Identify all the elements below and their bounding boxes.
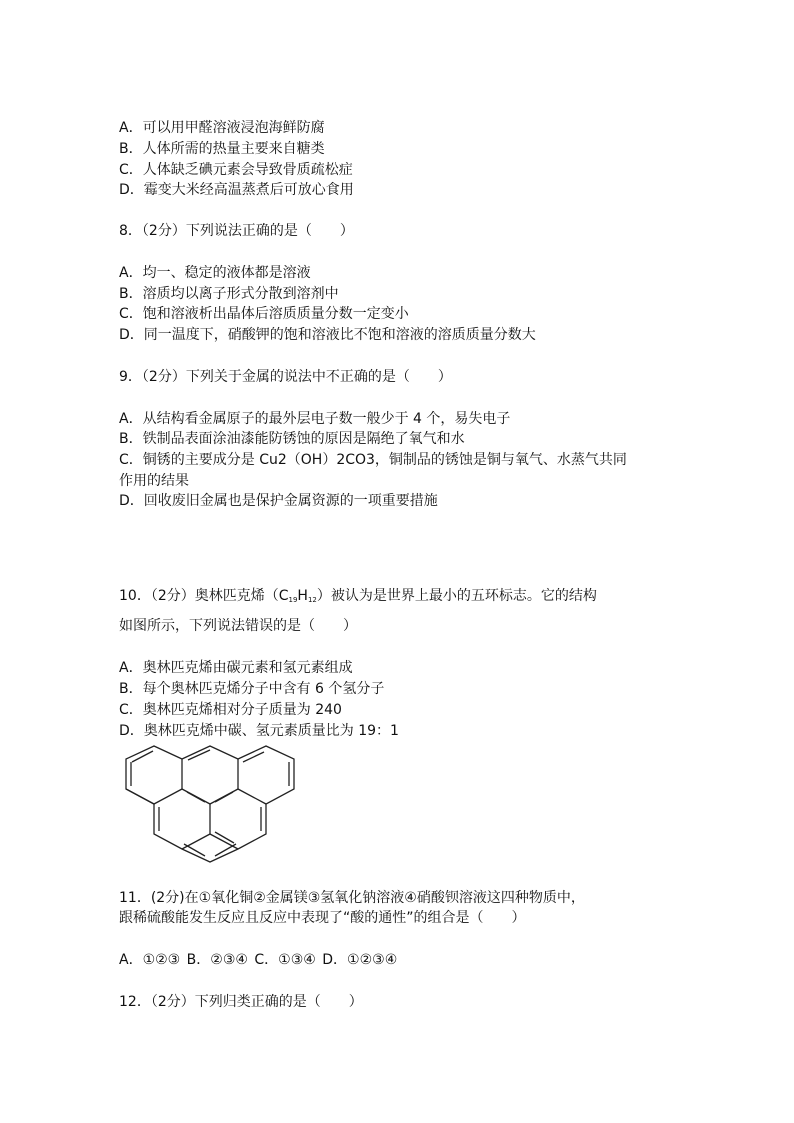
q11-options: A．①②③ B．②③④ C．①③④ D．①②③④ — [119, 952, 398, 968]
q7-option-d: D．霉变大米经高温蒸煮后可放心食用 — [119, 182, 354, 198]
q10-sub-h: 12 — [307, 596, 317, 604]
q8-option-b: B．溶质均以离子形式分散到溶剂中 — [119, 286, 339, 302]
q7-option-c: C．人体缺乏碘元素会导致骨质疏松症 — [119, 162, 353, 178]
q7-option-b: B．人体所需的热量主要来自糖类 — [119, 141, 325, 157]
double-bond — [243, 752, 264, 762]
bond — [182, 834, 210, 849]
q9-option-a: A．从结构看金属原子的最外层电子数一般少于 4 个，易失电子 — [119, 411, 511, 427]
q10-stem-pre: 10．（2分）奥林匹克烯（C — [119, 588, 289, 604]
q9-option-c: C．铜锈的主要成分是 Cu2（OH）2CO3，铜制品的锈蚀是铜与氧气、水蒸气共同 — [119, 452, 627, 468]
q9-option-c-cont: 作用的结果 — [119, 473, 189, 489]
q8-stem: 8．（2分）下列说法正确的是（ ） — [119, 223, 354, 239]
q10-option-a: A．奥林匹克烯由碳元素和氢元素组成 — [119, 660, 353, 676]
olympicene-structure-figure — [118, 744, 300, 876]
q12-stem: 12．（2分）下列归类正确的是（ ） — [119, 994, 363, 1010]
double-bond — [187, 792, 205, 802]
bond — [210, 834, 238, 849]
q11-stem-line2: 跟稀硫酸能发生反应且反应中表现了“酸的通性”的组合是（ ） — [119, 910, 526, 926]
bond — [126, 789, 154, 804]
double-bond — [132, 751, 153, 762]
bond — [238, 789, 266, 804]
q10-stem-line2: 如图所示，下列说法错误的是（ ） — [119, 618, 357, 634]
q9-stem: 9．（2分）下列关于金属的说法中不正确的是（ ） — [119, 369, 452, 385]
q10-option-d: D．奥林匹克烯中碳、氢元素质量比为 19：1 — [119, 723, 399, 739]
q9-option-d: D．回收废旧金属也是保护金属资源的一项重要措施 — [119, 493, 438, 509]
q10-option-b: B．每个奥林匹克烯分子中含有 6 个氢分子 — [119, 681, 385, 697]
q7-option-a: A．可以用甲醛溶液浸泡海鲜防腐 — [119, 120, 325, 136]
q9-option-b: B．铁制品表面涂油漆能防锈蚀的原因是隔绝了氧气和水 — [119, 431, 465, 447]
q10-stem-post: ）被认为是世界上最小的五环标志。它的结构 — [316, 588, 597, 604]
q10-stem-mid: H — [297, 588, 308, 604]
q8-option-a: A．均一、稳定的液体都是溶液 — [119, 265, 311, 281]
q10-option-c: C．奥林匹克烯相对分子质量为 240 — [119, 702, 342, 718]
q8-option-d: D．同一温度下，硝酸钾的饱和溶液比不饱和溶液的溶质质量分数大 — [119, 327, 536, 343]
double-bond — [215, 792, 233, 802]
q10-sub-c: 19 — [288, 596, 298, 604]
q10-stem — [119, 586, 597, 610]
q8-option-c: C．饱和溶液析出晶体后溶质质量分数一定变小 — [119, 306, 409, 322]
q11-stem-line1: 11．(2分)在①氧化铜②金属镁③氢氧化钠溶液④硝酸钡溶液这四种物质中， — [119, 890, 585, 906]
bond — [154, 789, 182, 804]
